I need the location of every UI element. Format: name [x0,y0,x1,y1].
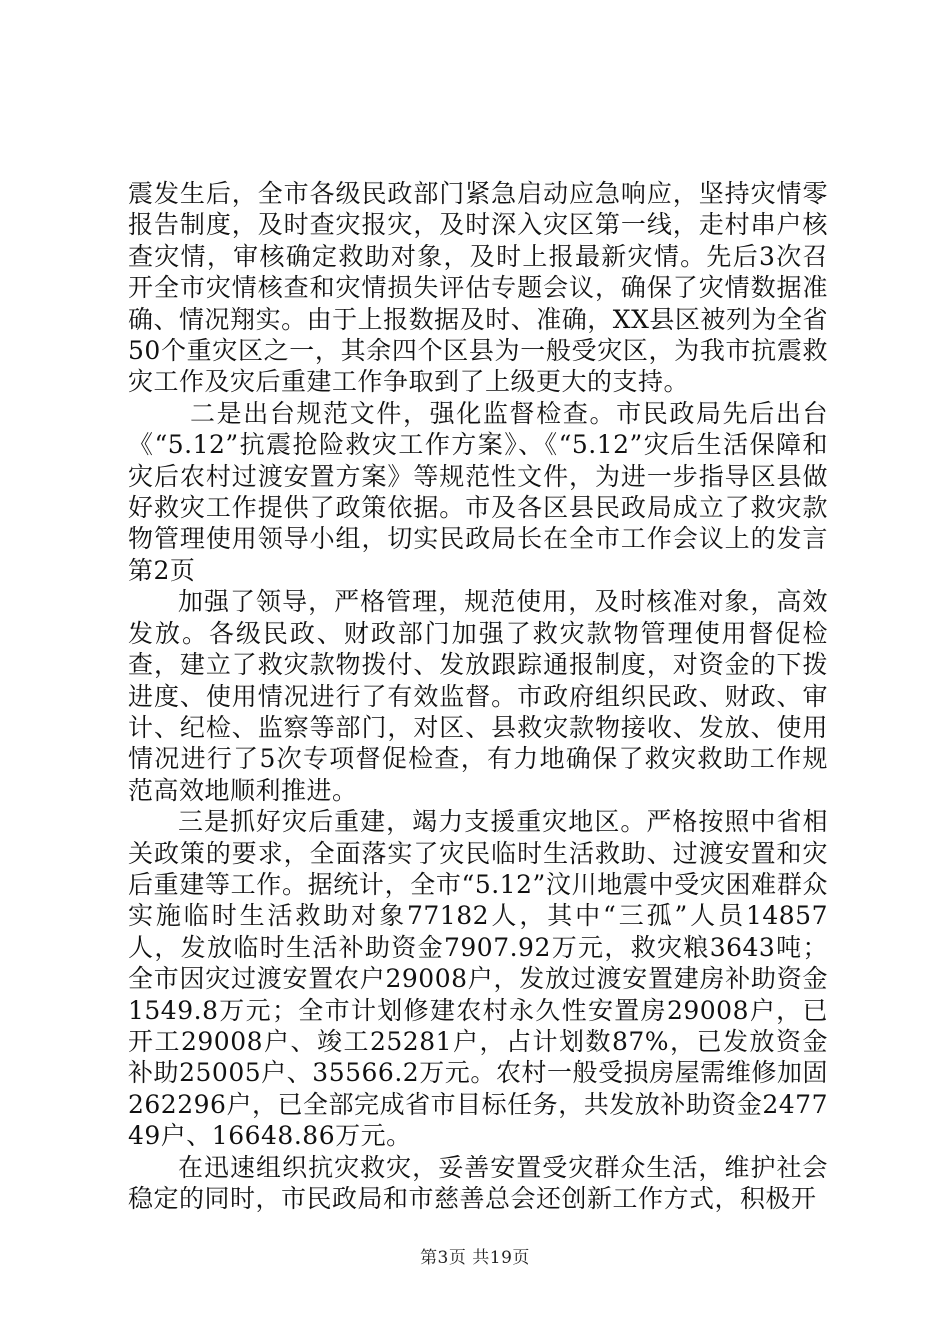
body-paragraph-2: 二是出台规范文件，强化监督检查。市民政局先后出台《“5.12”抗震抢险救灾工作方案》、《“5.12”灾后生活保障和灾后农村过渡安置方案》等规范性文件，为进一步指导区县做好救灾工作提供了政策依据。市及各区县民政局成立了救灾款物管理使用领导小组，切实民政局长在全市工作会议上的发言第2页 [128,398,828,585]
body-paragraph-1: 震发生后，全市各级民政部门紧急启动应急响应，坚持灾情零报告制度，及时查灾报灾，及时深入灾区第一线，走村串户核查灾情，审核确定救助对象，及时上报最新灾情。先后3次召开全市灾情核查和灾情损失评估专题会议，确保了灾情数据准确、情况翔实。由于上报数据及时、准确，XX县区被列为全省50个重灾区之一，其余四个区县为一般受灾区，为我市抗震救灾工作及灾后重建工作争取到了上级更大的支持。 [128,179,828,397]
body-paragraph-3: 加强了领导，严格管理，规范使用，及时核准对象，高效发放。各级民政、财政部门加强了救灾款物管理使用督促检查，建立了救灾款物拨付、发放跟踪通报制度，对资金的下拨进度、使用情况进行了有效监督。市政府组织民政、财政、审计、纪检、监察等部门，对区、县救灾款物接收、发放、使用情况进行了5次专项督促检查，有力地确保了救灾救助工作规范高效地顺利推进。 [128,587,828,805]
document-body [128,178,828,1214]
page-footer: 第3页 共19页 [420,1248,530,1268]
body-paragraph-5: 在迅速组织抗灾救灾，妥善安置受灾群众生活，维护社会稳定的同时，市民政局和市慈善总会还创新工作方式，积极开 [128,1152,828,1213]
body-paragraph-4: 三是抓好灾后重建，竭力支援重灾地区。严格按照中省相关政策的要求，全面落实了灾民临时生活救助、过渡安置和灾后重建等工作。据统计，全市“5.12”汶川地震中受灾困难群众实施临时生活救助对象77182人，其中“三孤”人员14857人，发放临时生活补助资金7907.92万元，救灾粮3643吨；全市因灾过渡安置农户29008户，发放过渡安置建房补助资金1549.8万元；全市计划修建农村永久性安置房29008户，已开工29008户、竣工25281户，占计划数87%，已发放资金补助25005户、35566.2万元。农村一般受损房屋需维修加固262296户，已全部完成省市目标任务，共发放补助资金247749户、16648.86万元。 [128,807,828,1151]
